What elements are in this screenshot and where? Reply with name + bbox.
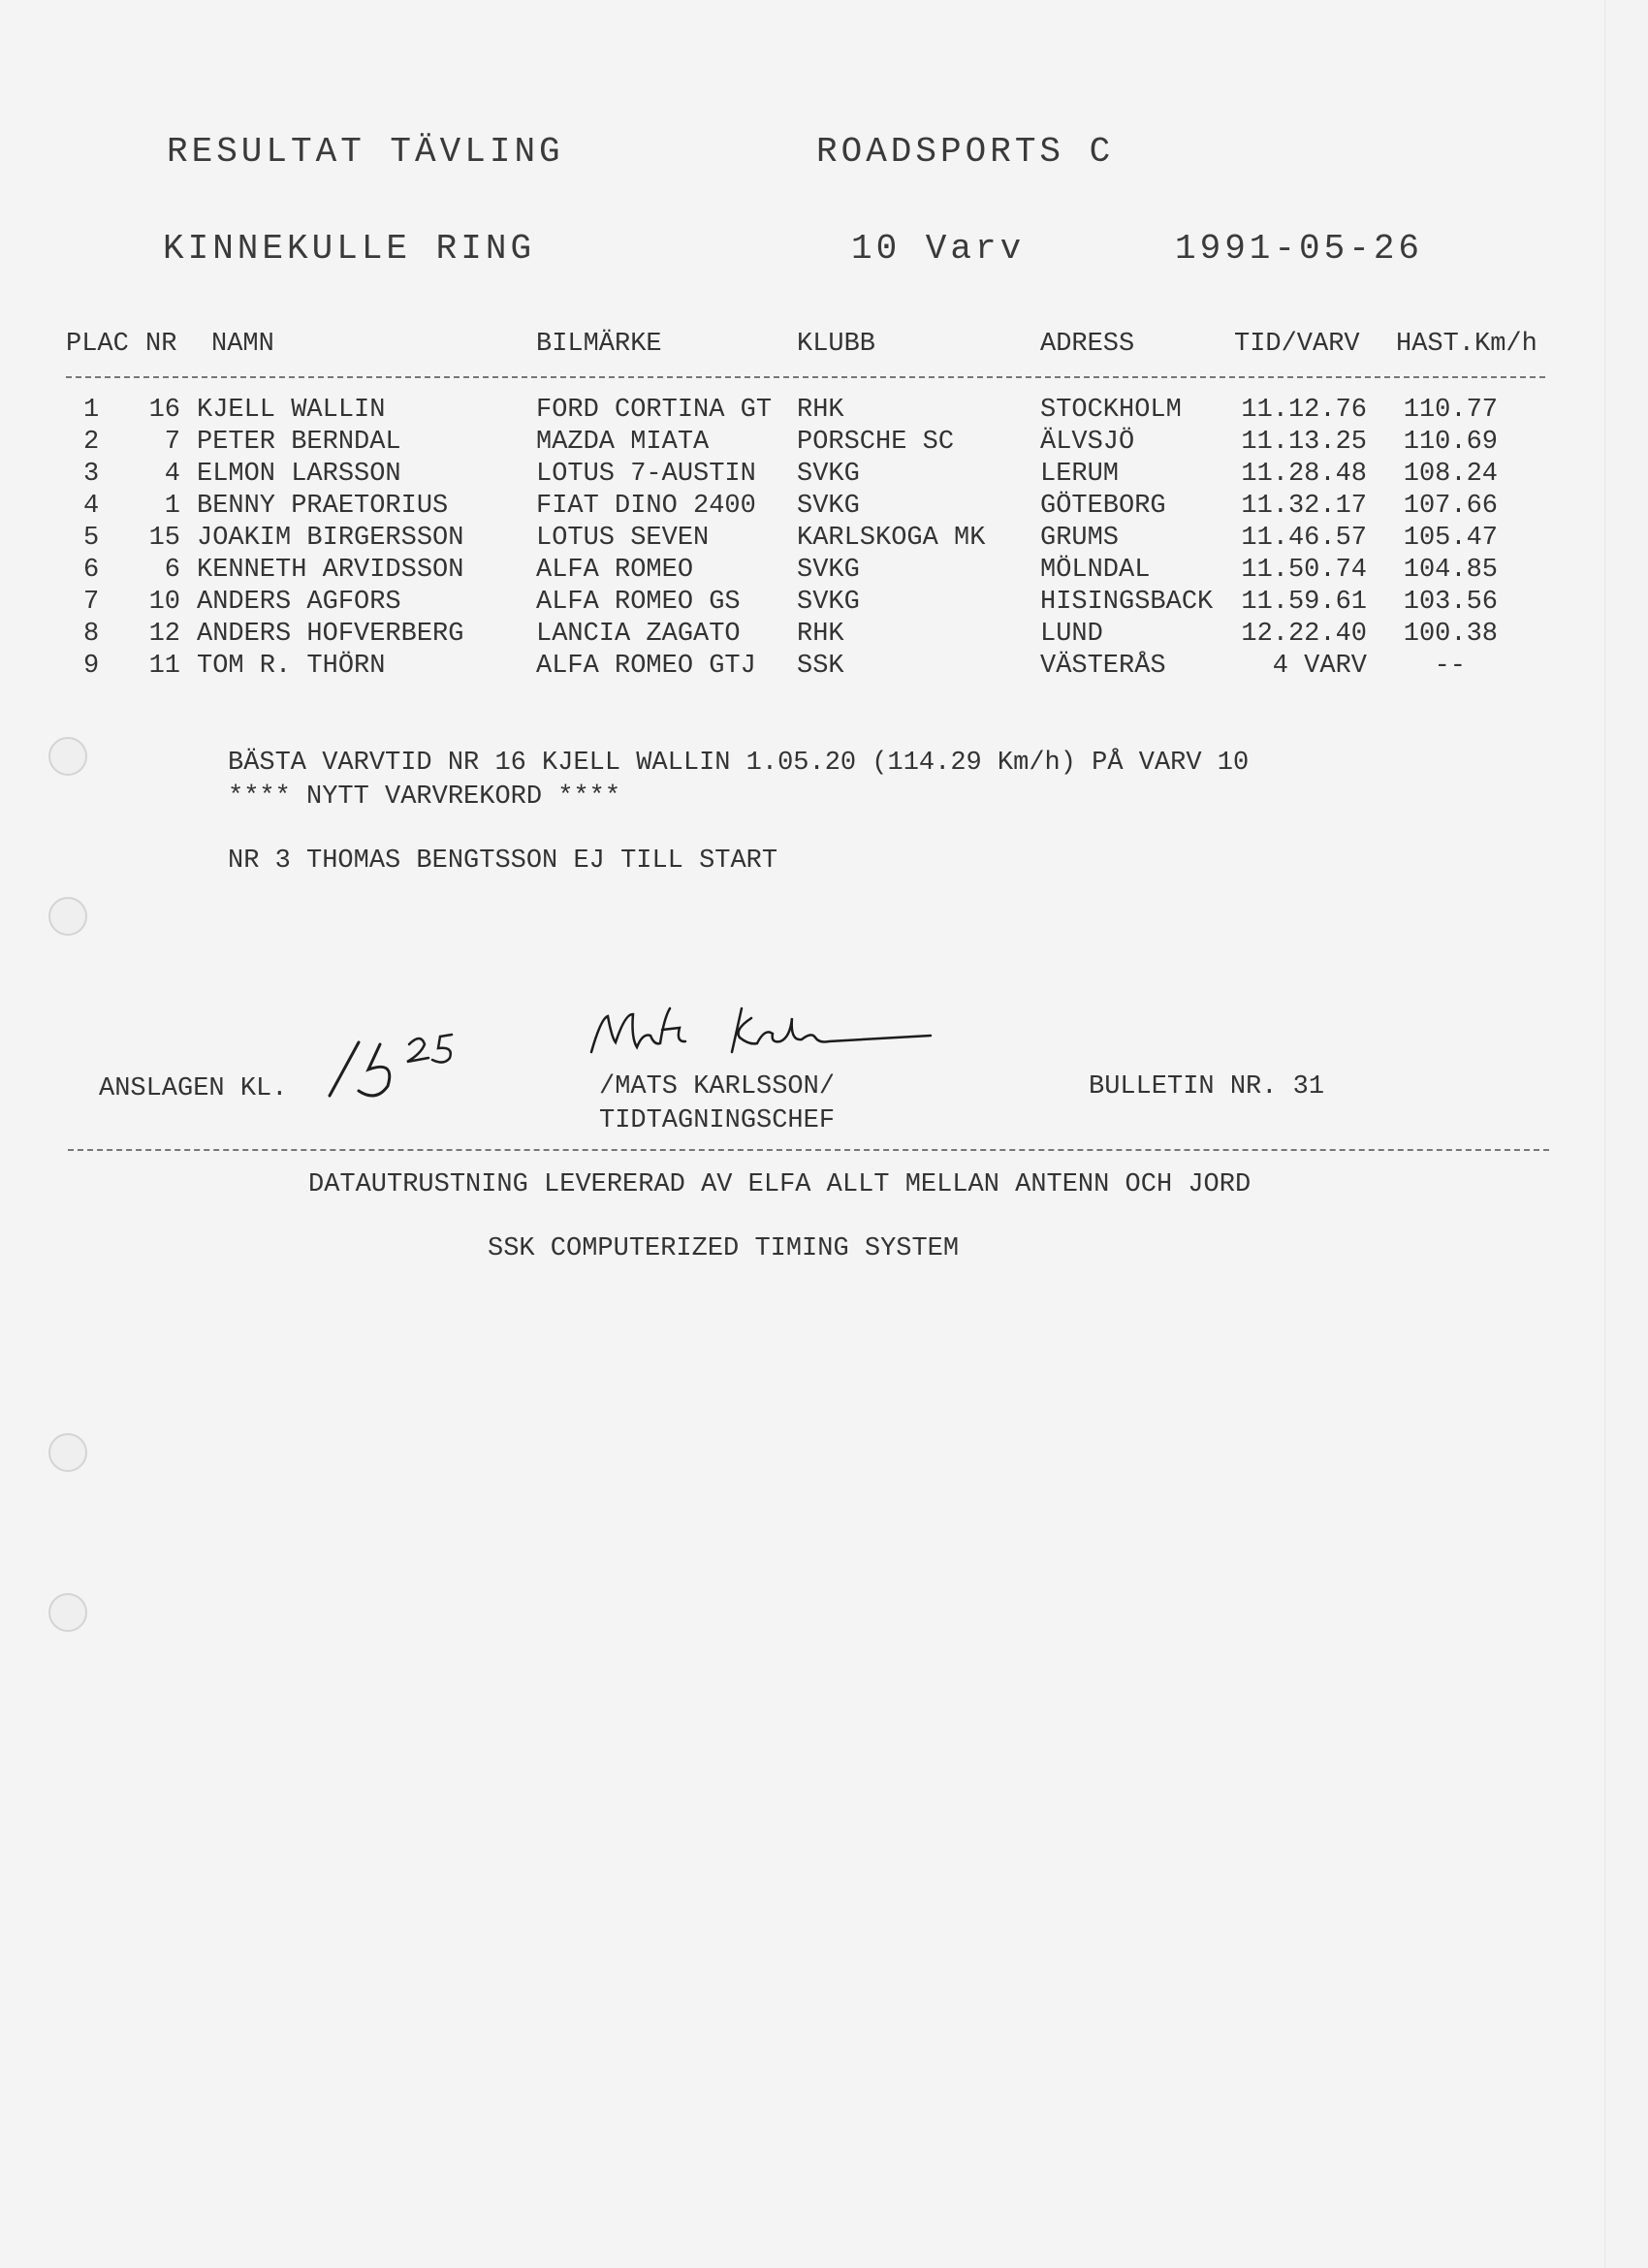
cell-klubb: RHK — [797, 396, 844, 425]
cell-plac: 5 — [83, 524, 100, 553]
cell-nr: 12 — [148, 620, 180, 649]
col-bilmarke: BILMÄRKE — [536, 330, 662, 359]
cell-bilmarke: MAZDA MIATA — [536, 428, 710, 457]
col-tid: TID/VARV — [1234, 330, 1360, 359]
cell-tid: 11.28.48 — [1241, 460, 1367, 489]
cell-adress: GÖTEBORG — [1040, 492, 1166, 521]
col-nr: NR — [145, 330, 177, 359]
system-line: SSK COMPUTERIZED TIMING SYSTEM — [488, 1234, 960, 1263]
cell-namn: ANDERS HOFVERBERG — [197, 620, 464, 649]
cell-klubb: SSK — [797, 652, 844, 681]
cell-adress: GRUMS — [1040, 524, 1120, 553]
cell-adress: VÄSTERÅS — [1040, 652, 1166, 681]
cell-hast: -- — [1434, 652, 1466, 681]
cell-namn: ANDERS AGFORS — [197, 588, 401, 617]
cell-plac: 1 — [83, 396, 100, 425]
cell-plac: 8 — [83, 620, 100, 649]
cell-nr: 4 — [164, 460, 180, 489]
punch-hole — [48, 1433, 87, 1472]
punch-hole — [48, 737, 87, 776]
signature-mats-karlsson — [586, 999, 935, 1067]
cell-adress: HISINGSBACK — [1040, 588, 1214, 617]
cell-bilmarke: ALFA ROMEO — [536, 556, 694, 585]
cell-klubb: SVKG — [797, 588, 860, 617]
cell-tid: 11.59.61 — [1241, 588, 1367, 617]
col-hast: HAST.Km/h — [1396, 330, 1537, 359]
cell-plac: 3 — [83, 460, 100, 489]
col-plac: PLAC — [66, 330, 129, 359]
cell-bilmarke: LOTUS SEVEN — [536, 524, 710, 553]
cell-plac: 6 — [83, 556, 100, 585]
cell-adress: LUND — [1040, 620, 1103, 649]
cell-nr: 11 — [148, 652, 180, 681]
cell-tid: 11.46.57 — [1241, 524, 1367, 553]
cell-namn: ELMON LARSSON — [197, 460, 401, 489]
heading-laps: 10 Varv — [851, 229, 1026, 269]
cell-tid: 11.50.74 — [1241, 556, 1367, 585]
cell-hast: 100.38 — [1403, 620, 1498, 649]
cell-bilmarke: LANCIA ZAGATO — [536, 620, 741, 649]
heading-track: KINNEKULLE RING — [163, 229, 536, 269]
cell-klubb: SVKG — [797, 556, 860, 585]
cell-adress: ÄLVSJÖ — [1040, 428, 1135, 457]
footer-divider — [68, 1149, 1549, 1151]
cell-namn: TOM R. THÖRN — [197, 652, 386, 681]
cell-nr: 15 — [148, 524, 180, 553]
heading-date: 1991-05-26 — [1175, 229, 1424, 269]
cell-tid: 4 VARV — [1272, 652, 1367, 681]
cell-klubb: PORSCHE SC — [797, 428, 955, 457]
bulletin-number: BULLETIN NR. 31 — [1089, 1072, 1325, 1102]
cell-nr: 10 — [148, 588, 180, 617]
cell-hast: 110.77 — [1403, 396, 1498, 425]
dns-note: NR 3 THOMAS BENGTSSON EJ TILL START — [228, 847, 778, 876]
cell-hast: 107.66 — [1403, 492, 1498, 521]
cell-nr: 7 — [164, 428, 180, 457]
cell-hast: 103.56 — [1403, 588, 1498, 617]
cell-plac: 7 — [83, 588, 100, 617]
cell-nr: 6 — [164, 556, 180, 585]
signer-name: /MATS KARLSSON/ — [599, 1072, 836, 1102]
cell-tid: 11.12.76 — [1241, 396, 1367, 425]
cell-hast: 105.47 — [1403, 524, 1498, 553]
cell-bilmarke: ALFA ROMEO GS — [536, 588, 741, 617]
cell-namn: PETER BERNDAL — [197, 428, 401, 457]
cell-adress: MÖLNDAL — [1040, 556, 1151, 585]
cell-klubb: SVKG — [797, 460, 860, 489]
handwritten-time — [320, 1023, 485, 1110]
cell-hast: 110.69 — [1403, 428, 1498, 457]
heading-class: ROADSPORTS C — [816, 132, 1115, 172]
cell-namn: JOAKIM BIRGERSSON — [197, 524, 464, 553]
cell-hast: 108.24 — [1403, 460, 1498, 489]
heading-result: RESULTAT TÄVLING — [167, 132, 564, 172]
cell-klubb: RHK — [797, 620, 844, 649]
cell-klubb: KARLSKOGA MK — [797, 524, 986, 553]
cell-plac: 4 — [83, 492, 100, 521]
cell-tid: 11.13.25 — [1241, 428, 1367, 457]
cell-bilmarke: ALFA ROMEO GTJ — [536, 652, 756, 681]
cell-namn: KJELL WALLIN — [197, 396, 386, 425]
cell-hast: 104.85 — [1403, 556, 1498, 585]
cell-bilmarke: LOTUS 7-AUSTIN — [536, 460, 756, 489]
cell-adress: LERUM — [1040, 460, 1120, 489]
best-lap-note: BÄSTA VARVTID NR 16 KJELL WALLIN 1.05.20 (114.29 Km/h) PÅ VARV 10 — [228, 749, 1250, 778]
col-adress: ADRESS — [1040, 330, 1135, 359]
cell-namn: BENNY PRAETORIUS — [197, 492, 449, 521]
signer-title: TIDTAGNINGSCHEF — [599, 1106, 836, 1135]
punch-hole — [48, 897, 87, 936]
cell-nr: 1 — [164, 492, 180, 521]
cell-tid: 11.32.17 — [1241, 492, 1367, 521]
cell-bilmarke: FORD CORTINA GT — [536, 396, 773, 425]
header-divider — [66, 376, 1545, 378]
cell-tid: 12.22.40 — [1241, 620, 1367, 649]
lap-record-note: **** NYTT VARVREKORD **** — [228, 783, 621, 812]
sponsor-line: DATAUTRUSTNING LEVERERAD AV ELFA ALLT MELLAN ANTENN OCH JORD — [308, 1170, 1252, 1199]
cell-nr: 16 — [148, 396, 180, 425]
cell-bilmarke: FIAT DINO 2400 — [536, 492, 756, 521]
cell-namn: KENNETH ARVIDSSON — [197, 556, 464, 585]
col-namn: NAMN — [211, 330, 274, 359]
anslagen-label: ANSLAGEN KL. — [99, 1074, 288, 1103]
col-klubb: KLUBB — [797, 330, 876, 359]
cell-plac: 9 — [83, 652, 100, 681]
punch-hole — [48, 1593, 87, 1632]
cell-plac: 2 — [83, 428, 100, 457]
cell-klubb: SVKG — [797, 492, 860, 521]
cell-adress: STOCKHOLM — [1040, 396, 1182, 425]
